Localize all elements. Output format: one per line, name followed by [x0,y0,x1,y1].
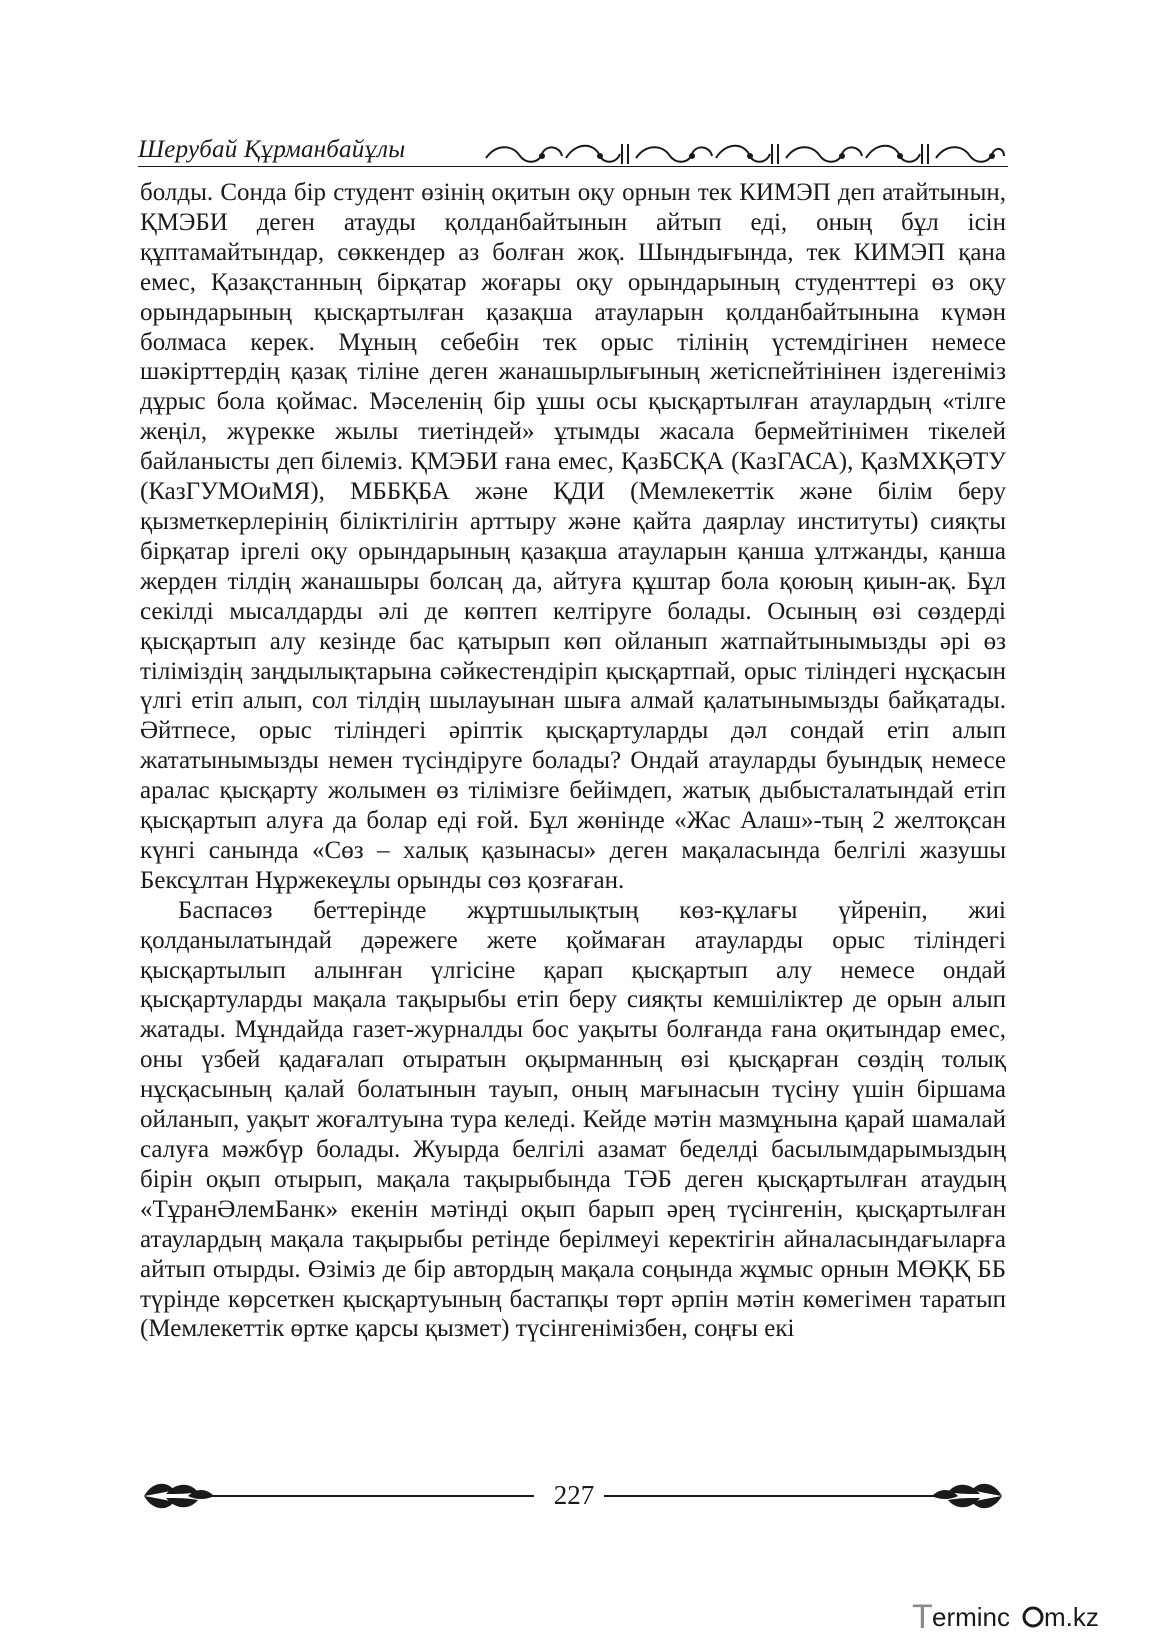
termincom-logo-icon [912,1596,1102,1636]
paragraph: болды. Сонда бір студент өзінің оқитын оқу орнын тек КИМЭП деп атайтынын, ҚМЭБИ деген атауды қолданбайтынын айтып еді, оның бұл ісін құптамайтындар, сөккендер аз болған жоқ. Шындығында, тек КИМЭП қана емес, Қазақстанның бірқатар жоғары оқу орындарының студенттері өз оқу орындарының қысқартылған қазақша атауларын қолданбайтынына күмән болмаса керек. Мұның себебін тек орыс тілінің үстемдігінен немесе шәкірттердің қазақ тіліне деген жанашырлығының жетіспейтінінен іздегеніміз дұрыс бола қоймас. Мәселенің бір ұшы осы қысқартылған атаулардың «тілге жеңіл, жүрекке жылы тиетіндей» ұтымды жасала бермейтінімен тікелей байланысты деп білеміз. ҚМЭБИ ғана емес, ҚазБСҚА (КазГАСА), ҚазМХҚӘТУ (КазГУМОиМЯ), МББҚБА және ҚДИ (Мемлекеттік және білім беру қызметкерлерінің біліктілігін арттыру және қайта даярлау институты) сияқты бірқатар іргелі оқу орындарының қазақша атауларын қанша ұлтжанды, қанша жерден тілдің жанашыры болсаң да, айтуға құштар бола қоюың қиын-ақ. Бұл секілді мысалдарды әлі де көптеп келтіруге болады. Осының өзі сөздерді қысқартып алу кезінде бас қатырып көп ойланып жатпайтынымызды әрі өз тіліміздің заңдылықтарына сәйкестендіріп қысқартпай, орыс тіліндегі нұсқасын үлгі етіп алып, сол тілдің шылауынан шыға алмай қалатынымызды байқатады. Әйтпесе, орыс тіліндегі әріптік қысқартуларды дәл сондай етіп алып жататынымызды немен түсіндіруге болады? Ондай атауларды буындық немесе аралас қысқарту жолымен өз тілімізге бейімдеп, жатық дыбысталатындай етіп қысқартып алуға да болар еді ғой. Бұл жөнінде «Жас Алаш»-тың 2 желтоқсан күнгі санында «Сөз – халық қазынасы» деген мақаласында белгілі жазушы Бексұлтан Нұржекеұлы орынды сөз қозғаған. [140,179,1006,894]
watermark-o-icon [1024,1608,1042,1626]
page-footer [138,1474,1008,1524]
running-header [138,130,1008,170]
left-leaf-ornament-icon [138,1474,218,1518]
watermark-right: m.kz [1044,1602,1099,1632]
right-leaf-ornament-icon [928,1474,1008,1518]
running-header-author: Шерубай Құрманбайұлы [138,136,406,163]
termincom-watermark [912,1596,1102,1636]
watermark-mid: erminc [932,1602,1011,1632]
watermark-letter-t: T [912,1598,933,1636]
footer-rule-left [210,1495,542,1497]
page-number: 227 [534,1478,614,1514]
footer-rule-right [604,1495,936,1497]
header-rule [138,166,1008,167]
body-text [140,178,1006,1344]
header-ornament-icon [482,134,1008,170]
paragraph: Баспасөз беттерінде жұртшылықтың көз-құлағы үйреніп, жиі қолданылатындай дәрежеге жете қоймаған атауларды орыс тіліндегі қысқартылып алынған үлгісіне қарап қысқартып алу немесе ондай қысқартуларды мақала тақырыбы етіп беру сияқты кемшіліктер де орын алып жатады. Мұндайда газет-журналды бос уақыты болғанда ғана оқитындар емес, оны үзбей қадағалап отыратын оқырманның өзі қысқарған сөздің толық нұсқасының қалай болатынын тауып, оның мағынасын түсіну үшін біршама ойланып, уақыт жоғалтуына тура келеді. Кейде мәтін мазмұнына қарай шамалай салуға мәжбүр болады. Жуырда белгілі азамат беделді басылымдарымыздың бірін оқып отырып, мақала тақырыбында ТӘБ деген қысқартылған атаудың «ТұранӘлемБанк» екенін мәтінді оқып барып әрең түсінгенін, қысқартылған атаулардың мақала тақырыбы ретінде берілмеуі керектігін айналасындағыларға айтып отырды. Өзіміз де бір автордың мақала соңында жұмыс орнын МӨҚҚ ББ түрінде көрсеткен қысқартуының бастапқы төрт әрпін мәтін көмегімен таратып (Мемлекеттік өртке қарсы қызмет) түсінгенімізбен, соңғы екі [140,896,1006,1343]
